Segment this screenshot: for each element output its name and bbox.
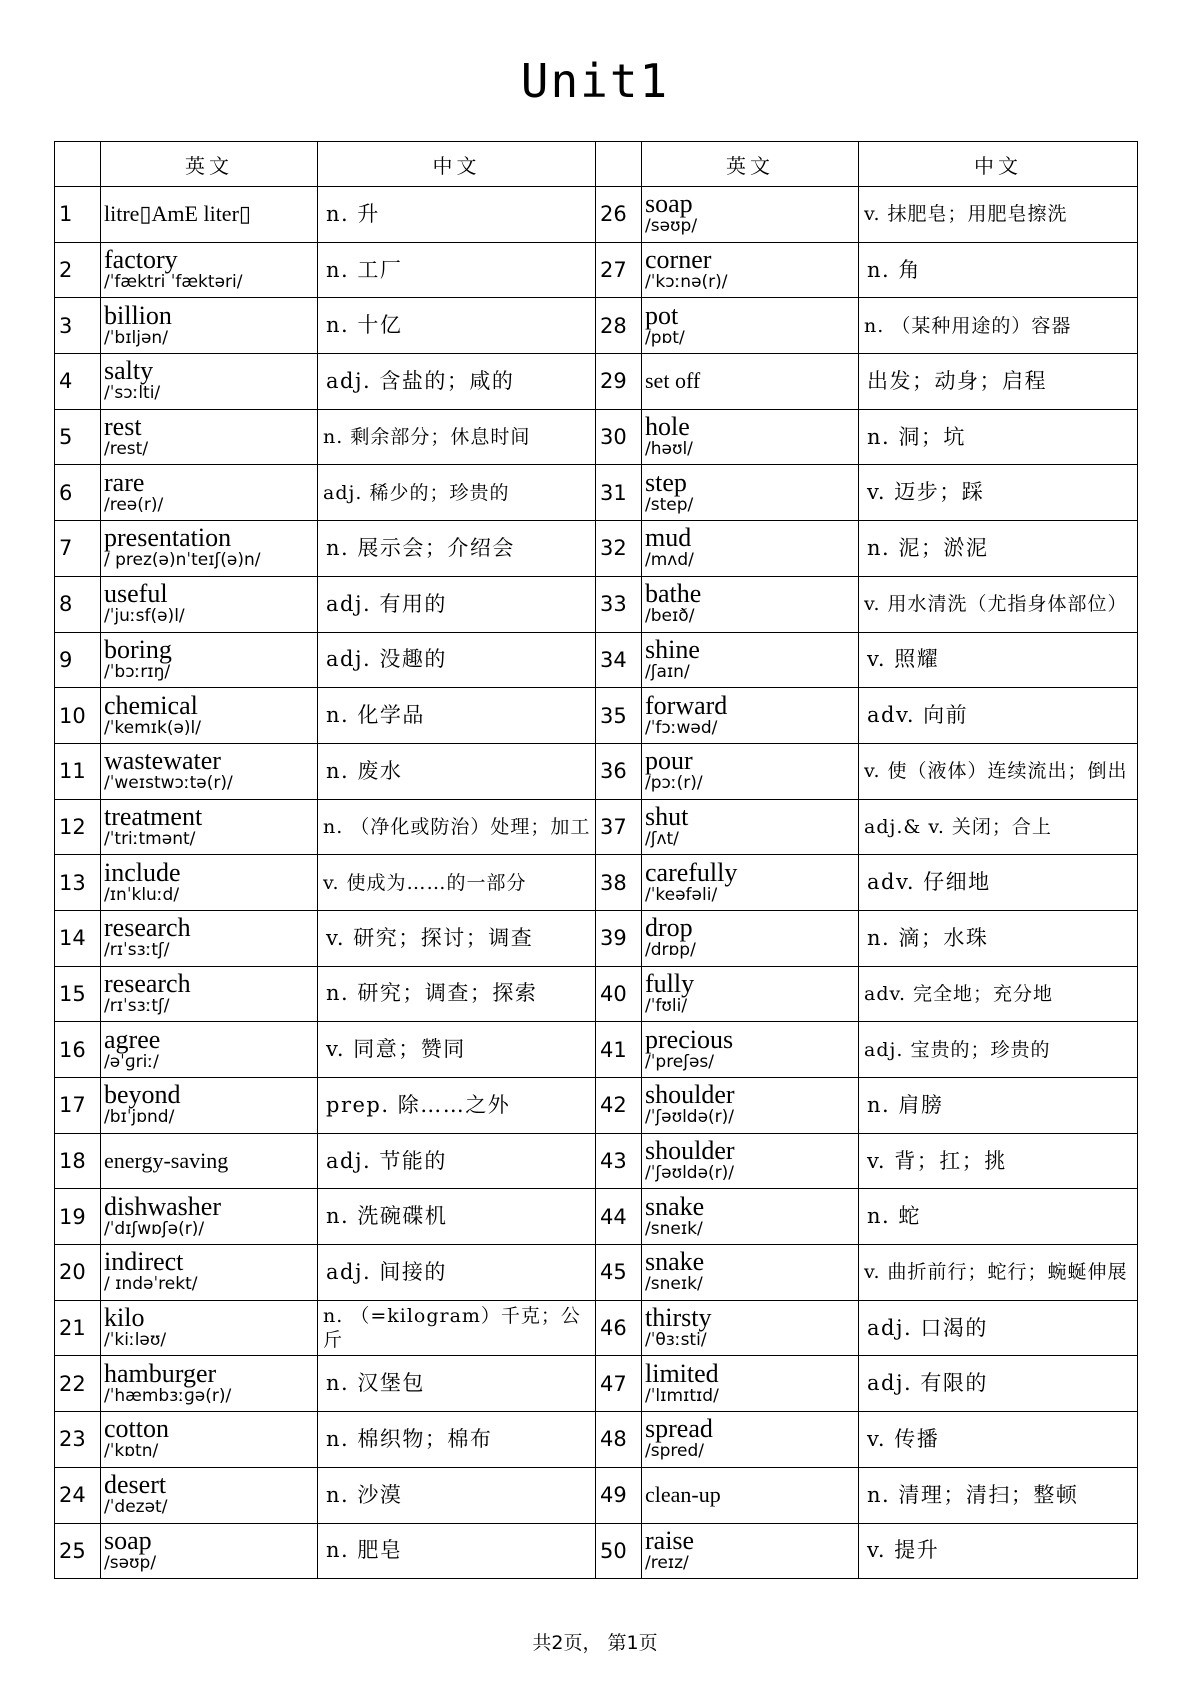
table-row: [55, 1133, 1138, 1189]
phonetic-transcription: /ʃaɪn/: [645, 661, 690, 682]
entry-chinese-meaning: n. 展示会；介绍会: [318, 521, 596, 577]
table-row: [55, 855, 1138, 911]
entry-english: [101, 855, 318, 911]
entry-chinese-meaning: n. 洗碗碟机: [318, 1189, 596, 1245]
english-word: salty: [104, 356, 154, 386]
entry-number: 50: [596, 1523, 642, 1579]
entry-chinese-meaning: v. 背；扛；挑: [859, 1133, 1138, 1189]
entry-english: [642, 1523, 859, 1579]
phonetic-transcription: /ˈkɔːnə(r)/: [645, 272, 728, 293]
phonetic-transcription: /rɪˈsɜːtʃ/: [104, 995, 170, 1016]
entry-number: 6: [55, 465, 101, 521]
english-word: research: [104, 913, 191, 943]
english-word: kilo: [104, 1303, 145, 1333]
header-chinese-left: 中文: [318, 142, 596, 187]
entry-english: [642, 1133, 859, 1189]
entry-number: 29: [596, 354, 642, 410]
entry-english: [101, 1412, 318, 1468]
entry-number: 36: [596, 743, 642, 799]
entry-number: 1: [55, 187, 101, 243]
entry-english: [642, 1356, 859, 1412]
entry-number: 39: [596, 910, 642, 966]
phonetic-transcription: /sneɪk/: [645, 1274, 703, 1295]
entry-number: 44: [596, 1189, 642, 1245]
phonetic-transcription: /reə(r)/: [104, 494, 164, 515]
english-word: energy-saving: [104, 1148, 229, 1174]
table-row: [55, 743, 1138, 799]
entry-english: [642, 688, 859, 744]
entry-english: [101, 1245, 318, 1301]
phonetic-transcription: /ˈbɪljən/: [104, 327, 168, 348]
english-word: shoulder: [645, 1136, 735, 1166]
entry-number: 49: [596, 1467, 642, 1523]
phonetic-transcription: /pɒt/: [645, 327, 685, 348]
entry-number: 12: [55, 799, 101, 855]
english-word: rare: [104, 467, 145, 497]
entry-chinese-meaning: n. 剩余部分；休息时间: [318, 409, 596, 465]
phonetic-transcription: /ˈsɔːlti/: [104, 383, 161, 404]
english-word: beyond: [104, 1080, 181, 1110]
entry-chinese-meaning: adj. 口渴的: [859, 1300, 1138, 1356]
english-word: factory: [104, 245, 178, 275]
entry-chinese-meaning: n. 十亿: [318, 298, 596, 354]
entry-english: [101, 465, 318, 521]
phonetic-transcription: /ˈjuːsf(ə)l/: [104, 606, 185, 627]
entry-english: [101, 1133, 318, 1189]
entry-number: 13: [55, 855, 101, 911]
entry-english: [101, 187, 318, 243]
english-word: hamburger: [104, 1358, 217, 1388]
entry-number: 16: [55, 1022, 101, 1078]
entry-chinese-meaning: n. 清理；清扫；整顿: [859, 1467, 1138, 1523]
phonetic-transcription: /ˈhæmbɜːɡə(r)/: [104, 1385, 232, 1406]
english-word: snake: [645, 1191, 705, 1221]
english-word: forward: [645, 690, 728, 720]
header-english-right: 英文: [642, 142, 859, 187]
english-word: mud: [645, 523, 692, 553]
phonetic-transcription: / ɪndəˈrekt/: [104, 1274, 198, 1295]
table-row: [55, 298, 1138, 354]
entry-chinese-meaning: n. （=kilogram）千克；公斤: [318, 1300, 596, 1356]
phonetic-transcription: /ˈkɒtn/: [104, 1441, 159, 1462]
entry-english: [101, 910, 318, 966]
entry-chinese-meaning: n. 洞；坑: [859, 409, 1138, 465]
entry-chinese-meaning: prep. 除……之外: [318, 1078, 596, 1134]
phonetic-transcription: /drɒp/: [645, 940, 696, 961]
page-footer: 共2页， 第1页: [532, 1632, 658, 1654]
table-row: [55, 688, 1138, 744]
entry-english: [642, 242, 859, 298]
phonetic-transcription: /step/: [645, 494, 694, 515]
english-word: corner: [645, 245, 712, 275]
table-row: [55, 1412, 1138, 1468]
table-row: [55, 1078, 1138, 1134]
phonetic-transcription: /səʊp/: [645, 216, 698, 237]
entry-chinese-meaning: v. 研究；探讨；调查: [318, 910, 596, 966]
phonetic-transcription: /bɪˈjɒnd/: [104, 1107, 175, 1128]
english-word: spread: [645, 1414, 713, 1444]
phonetic-transcription: /sneɪk/: [645, 1218, 703, 1239]
entry-chinese-meaning: adj. 含盐的；咸的: [318, 354, 596, 410]
entry-english: [642, 1412, 859, 1468]
entry-english: [642, 521, 859, 577]
entry-english: [101, 1189, 318, 1245]
entry-chinese-meaning: v. 提升: [859, 1523, 1138, 1579]
phonetic-transcription: /ˈʃəʊldə(r)/: [645, 1163, 735, 1184]
table-row: [55, 632, 1138, 688]
entry-chinese-meaning: adj. 间接的: [318, 1245, 596, 1301]
entry-chinese-meaning: n. 升: [318, 187, 596, 243]
entry-chinese-meaning: v. 迈步；踩: [859, 465, 1138, 521]
entry-number: 40: [596, 966, 642, 1022]
entry-number: 17: [55, 1078, 101, 1134]
english-word: include: [104, 857, 181, 887]
entry-english: [642, 1078, 859, 1134]
english-word: billion: [104, 300, 172, 330]
english-word: desert: [104, 1470, 167, 1500]
entry-number: 5: [55, 409, 101, 465]
table-row: [55, 354, 1138, 410]
entry-chinese-meaning: n. 角: [859, 242, 1138, 298]
english-word: presentation: [104, 523, 232, 553]
entry-number: 31: [596, 465, 642, 521]
phonetic-transcription: /reɪz/: [645, 1552, 689, 1573]
entry-number: 35: [596, 688, 642, 744]
entry-number: 15: [55, 966, 101, 1022]
table-row: [55, 242, 1138, 298]
entry-chinese-meaning: n. 沙漠: [318, 1467, 596, 1523]
phonetic-transcription: /ˈfæktri ˈfæktəri/: [104, 272, 243, 293]
entry-english: [101, 354, 318, 410]
table-row: [55, 409, 1138, 465]
entry-english: [642, 354, 859, 410]
entry-chinese-meaning: adj. 节能的: [318, 1133, 596, 1189]
english-word: hole: [645, 412, 690, 442]
header-chinese-right: 中文: [859, 142, 1138, 187]
english-word: bathe: [645, 579, 702, 609]
entry-english: [101, 688, 318, 744]
entry-number: 3: [55, 298, 101, 354]
entry-chinese-meaning: n. 废水: [318, 743, 596, 799]
entry-number: 8: [55, 576, 101, 632]
vocabulary-rows: [55, 187, 1138, 1579]
entry-number: 11: [55, 743, 101, 799]
english-word: litre▯AmE liter▯: [104, 201, 252, 227]
phonetic-transcription: /ɪnˈkluːd/: [104, 884, 180, 905]
entry-chinese-meaning: v. 传播: [859, 1412, 1138, 1468]
entry-english: [101, 1078, 318, 1134]
entry-number: 22: [55, 1356, 101, 1412]
entry-english: [642, 409, 859, 465]
table-row: [55, 521, 1138, 577]
entry-english: [101, 799, 318, 855]
english-word: shut: [645, 801, 689, 831]
entry-number: 34: [596, 632, 642, 688]
entry-chinese-meaning: n. 化学品: [318, 688, 596, 744]
phonetic-transcription: /ˈbɔːrɪŋ/: [104, 661, 171, 682]
entry-number: 33: [596, 576, 642, 632]
english-word: carefully: [645, 857, 738, 887]
entry-english: [642, 465, 859, 521]
english-word: snake: [645, 1247, 705, 1277]
english-word: shoulder: [645, 1080, 735, 1110]
entry-english: [642, 187, 859, 243]
entry-english: [642, 799, 859, 855]
entry-chinese-meaning: adv. 仔细地: [859, 855, 1138, 911]
phonetic-transcription: / prez(ə)nˈteɪʃ(ə)n/: [104, 550, 261, 571]
entry-number: 38: [596, 855, 642, 911]
entry-english: [642, 743, 859, 799]
header-english-left: 英文: [101, 142, 318, 187]
phonetic-transcription: /ˈkiːləʊ/: [104, 1330, 167, 1351]
entry-chinese-meaning: adj. 稀少的；珍贵的: [318, 465, 596, 521]
vocabulary-table: [54, 141, 1138, 1579]
phonetic-transcription: /ˈpreʃəs/: [645, 1051, 715, 1072]
phonetic-transcription: /həʊl/: [645, 439, 693, 460]
english-word: boring: [104, 634, 172, 664]
english-word: step: [645, 467, 687, 497]
entry-chinese-meaning: v. 照耀: [859, 632, 1138, 688]
entry-english: [642, 1245, 859, 1301]
entry-number: 45: [596, 1245, 642, 1301]
entry-english: [101, 632, 318, 688]
entry-english: [101, 576, 318, 632]
entry-chinese-meaning: v. 使（液体）连续流出；倒出: [859, 743, 1138, 799]
phonetic-transcription: /ˈtriːtmənt/: [104, 828, 196, 849]
entry-number: 21: [55, 1300, 101, 1356]
english-word: pour: [645, 746, 693, 776]
table-row: [55, 1356, 1138, 1412]
entry-number: 41: [596, 1022, 642, 1078]
entry-chinese-meaning: n. 研究；调查；探索: [318, 966, 596, 1022]
english-word: raise: [645, 1525, 695, 1555]
entry-english: [101, 1523, 318, 1579]
phonetic-transcription: /ˈʃəʊldə(r)/: [645, 1107, 735, 1128]
entry-number: 19: [55, 1189, 101, 1245]
entry-number: 46: [596, 1300, 642, 1356]
entry-chinese-meaning: n. 肩膀: [859, 1078, 1138, 1134]
entry-chinese-meaning: v. 使成为……的一部分: [318, 855, 596, 911]
entry-english: [642, 576, 859, 632]
english-word: shine: [645, 634, 700, 664]
entry-english: [101, 1356, 318, 1412]
header-number-right: [596, 142, 642, 187]
entry-english: [101, 1022, 318, 1078]
entry-chinese-meaning: adv. 向前: [859, 688, 1138, 744]
table-row: [55, 1245, 1138, 1301]
entry-number: 9: [55, 632, 101, 688]
entry-number: 4: [55, 354, 101, 410]
english-word: limited: [645, 1358, 719, 1388]
entry-number: 28: [596, 298, 642, 354]
phonetic-transcription: /mʌd/: [645, 550, 694, 571]
phonetic-transcription: /səʊp/: [104, 1552, 157, 1573]
phonetic-transcription: /ˈfɔːwəd/: [645, 717, 718, 738]
english-word: rest: [104, 412, 142, 442]
english-word: cotton: [104, 1414, 169, 1444]
english-word: soap: [104, 1525, 152, 1555]
entry-number: 47: [596, 1356, 642, 1412]
english-word: indirect: [104, 1247, 184, 1277]
header-number-left: [55, 142, 101, 187]
entry-english: [101, 1300, 318, 1356]
phonetic-transcription: /ˈlɪmɪtɪd/: [645, 1385, 719, 1406]
english-word: dishwasher: [104, 1191, 221, 1221]
entry-number: 26: [596, 187, 642, 243]
phonetic-transcription: /ˈweɪstwɔːtə(r)/: [104, 773, 233, 794]
entry-english: [101, 409, 318, 465]
entry-english: [642, 632, 859, 688]
entry-number: 10: [55, 688, 101, 744]
english-word: treatment: [104, 801, 203, 831]
entry-number: 32: [596, 521, 642, 577]
entry-english: [101, 242, 318, 298]
entry-chinese-meaning: n. 蛇: [859, 1189, 1138, 1245]
entry-chinese-meaning: v. 曲折前行；蛇行；蜿蜒伸展: [859, 1245, 1138, 1301]
english-word: clean-up: [645, 1482, 721, 1508]
table-row: [55, 1022, 1138, 1078]
english-word: set off: [645, 368, 701, 394]
entry-english: [642, 1300, 859, 1356]
entry-number: 18: [55, 1133, 101, 1189]
entry-number: 25: [55, 1523, 101, 1579]
english-word: thirsty: [645, 1303, 712, 1333]
entry-chinese-meaning: v. 同意；赞同: [318, 1022, 596, 1078]
entry-english: [101, 521, 318, 577]
entry-chinese-meaning: n. 泥；淤泥: [859, 521, 1138, 577]
entry-number: 20: [55, 1245, 101, 1301]
entry-english: [642, 1022, 859, 1078]
english-word: fully: [645, 968, 695, 998]
english-word: wastewater: [104, 746, 221, 776]
table-row: [55, 910, 1138, 966]
entry-chinese-meaning: adj. 有限的: [859, 1356, 1138, 1412]
phonetic-transcription: /rɪˈsɜːtʃ/: [104, 940, 170, 961]
table-row: [55, 1467, 1138, 1523]
english-word: research: [104, 968, 191, 998]
table-row: [55, 1300, 1138, 1356]
phonetic-transcription: /ˈdezət/: [104, 1497, 168, 1518]
entry-english: [642, 855, 859, 911]
entry-english: [642, 298, 859, 354]
entry-chinese-meaning: v. 抹肥皂；用肥皂擦洗: [859, 187, 1138, 243]
entry-chinese-meaning: v. 用水清洗（尤指身体部位）: [859, 576, 1138, 632]
entry-chinese-meaning: adj. 宝贵的；珍贵的: [859, 1022, 1138, 1078]
english-word: precious: [645, 1024, 734, 1054]
entry-chinese-meaning: n. 棉织物；棉布: [318, 1412, 596, 1468]
entry-number: 48: [596, 1412, 642, 1468]
entry-english: [101, 298, 318, 354]
entry-chinese-meaning: adj.& v. 关闭；合上: [859, 799, 1138, 855]
entry-english: [101, 1467, 318, 1523]
table-row: [55, 966, 1138, 1022]
phonetic-transcription: /ˈkemɪk(ə)l/: [104, 717, 201, 738]
phonetic-transcription: /ˈθɜːsti/: [645, 1330, 707, 1351]
entry-chinese-meaning: n. （某种用途的）容器: [859, 298, 1138, 354]
table-header-row: [55, 142, 1138, 187]
entry-chinese-meaning: adv. 完全地；充分地: [859, 966, 1138, 1022]
phonetic-transcription: /ˈkeəfəli/: [645, 884, 718, 905]
english-word: pot: [645, 300, 679, 330]
entry-english: [101, 966, 318, 1022]
phonetic-transcription: /beɪð/: [645, 606, 695, 627]
english-word: drop: [645, 913, 693, 943]
entry-chinese-meaning: n. 工厂: [318, 242, 596, 298]
entry-number: 23: [55, 1412, 101, 1468]
entry-chinese-meaning: n. 滴；水珠: [859, 910, 1138, 966]
phonetic-transcription: /rest/: [104, 439, 149, 460]
entry-number: 43: [596, 1133, 642, 1189]
entry-english: [642, 910, 859, 966]
table-row: [55, 465, 1138, 521]
page-title: Unit1: [520, 54, 670, 108]
table-row: [55, 1189, 1138, 1245]
entry-number: 24: [55, 1467, 101, 1523]
english-word: soap: [645, 189, 693, 219]
entry-chinese-meaning: adj. 有用的: [318, 576, 596, 632]
phonetic-transcription: /spred/: [645, 1441, 704, 1462]
entry-english: [642, 966, 859, 1022]
entry-english: [642, 1189, 859, 1245]
entry-number: 2: [55, 242, 101, 298]
entry-chinese-meaning: adj. 没趣的: [318, 632, 596, 688]
entry-english: [101, 743, 318, 799]
english-word: useful: [104, 579, 168, 609]
entry-english: [642, 1467, 859, 1523]
english-word: chemical: [104, 690, 198, 720]
phonetic-transcription: /pɔː(r)/: [645, 773, 703, 794]
table-row: [55, 799, 1138, 855]
entry-chinese-meaning: n. （净化或防治）处理；加工: [318, 799, 596, 855]
entry-number: 7: [55, 521, 101, 577]
entry-number: 27: [596, 242, 642, 298]
entry-number: 30: [596, 409, 642, 465]
english-word: agree: [104, 1024, 161, 1054]
table-row: [55, 576, 1138, 632]
entry-number: 37: [596, 799, 642, 855]
phonetic-transcription: /ˈfʊli/: [645, 995, 688, 1016]
phonetic-transcription: /ˈdɪʃwɒʃə(r)/: [104, 1218, 205, 1239]
phonetic-transcription: /əˈɡriː/: [104, 1051, 159, 1072]
entry-chinese-meaning: 出发；动身；启程: [859, 354, 1138, 410]
table-row: [55, 1523, 1138, 1579]
phonetic-transcription: /ʃʌt/: [645, 828, 679, 849]
entry-chinese-meaning: n. 汉堡包: [318, 1356, 596, 1412]
entry-chinese-meaning: n. 肥皂: [318, 1523, 596, 1579]
table-row: [55, 187, 1138, 243]
entry-number: 14: [55, 910, 101, 966]
entry-number: 42: [596, 1078, 642, 1134]
